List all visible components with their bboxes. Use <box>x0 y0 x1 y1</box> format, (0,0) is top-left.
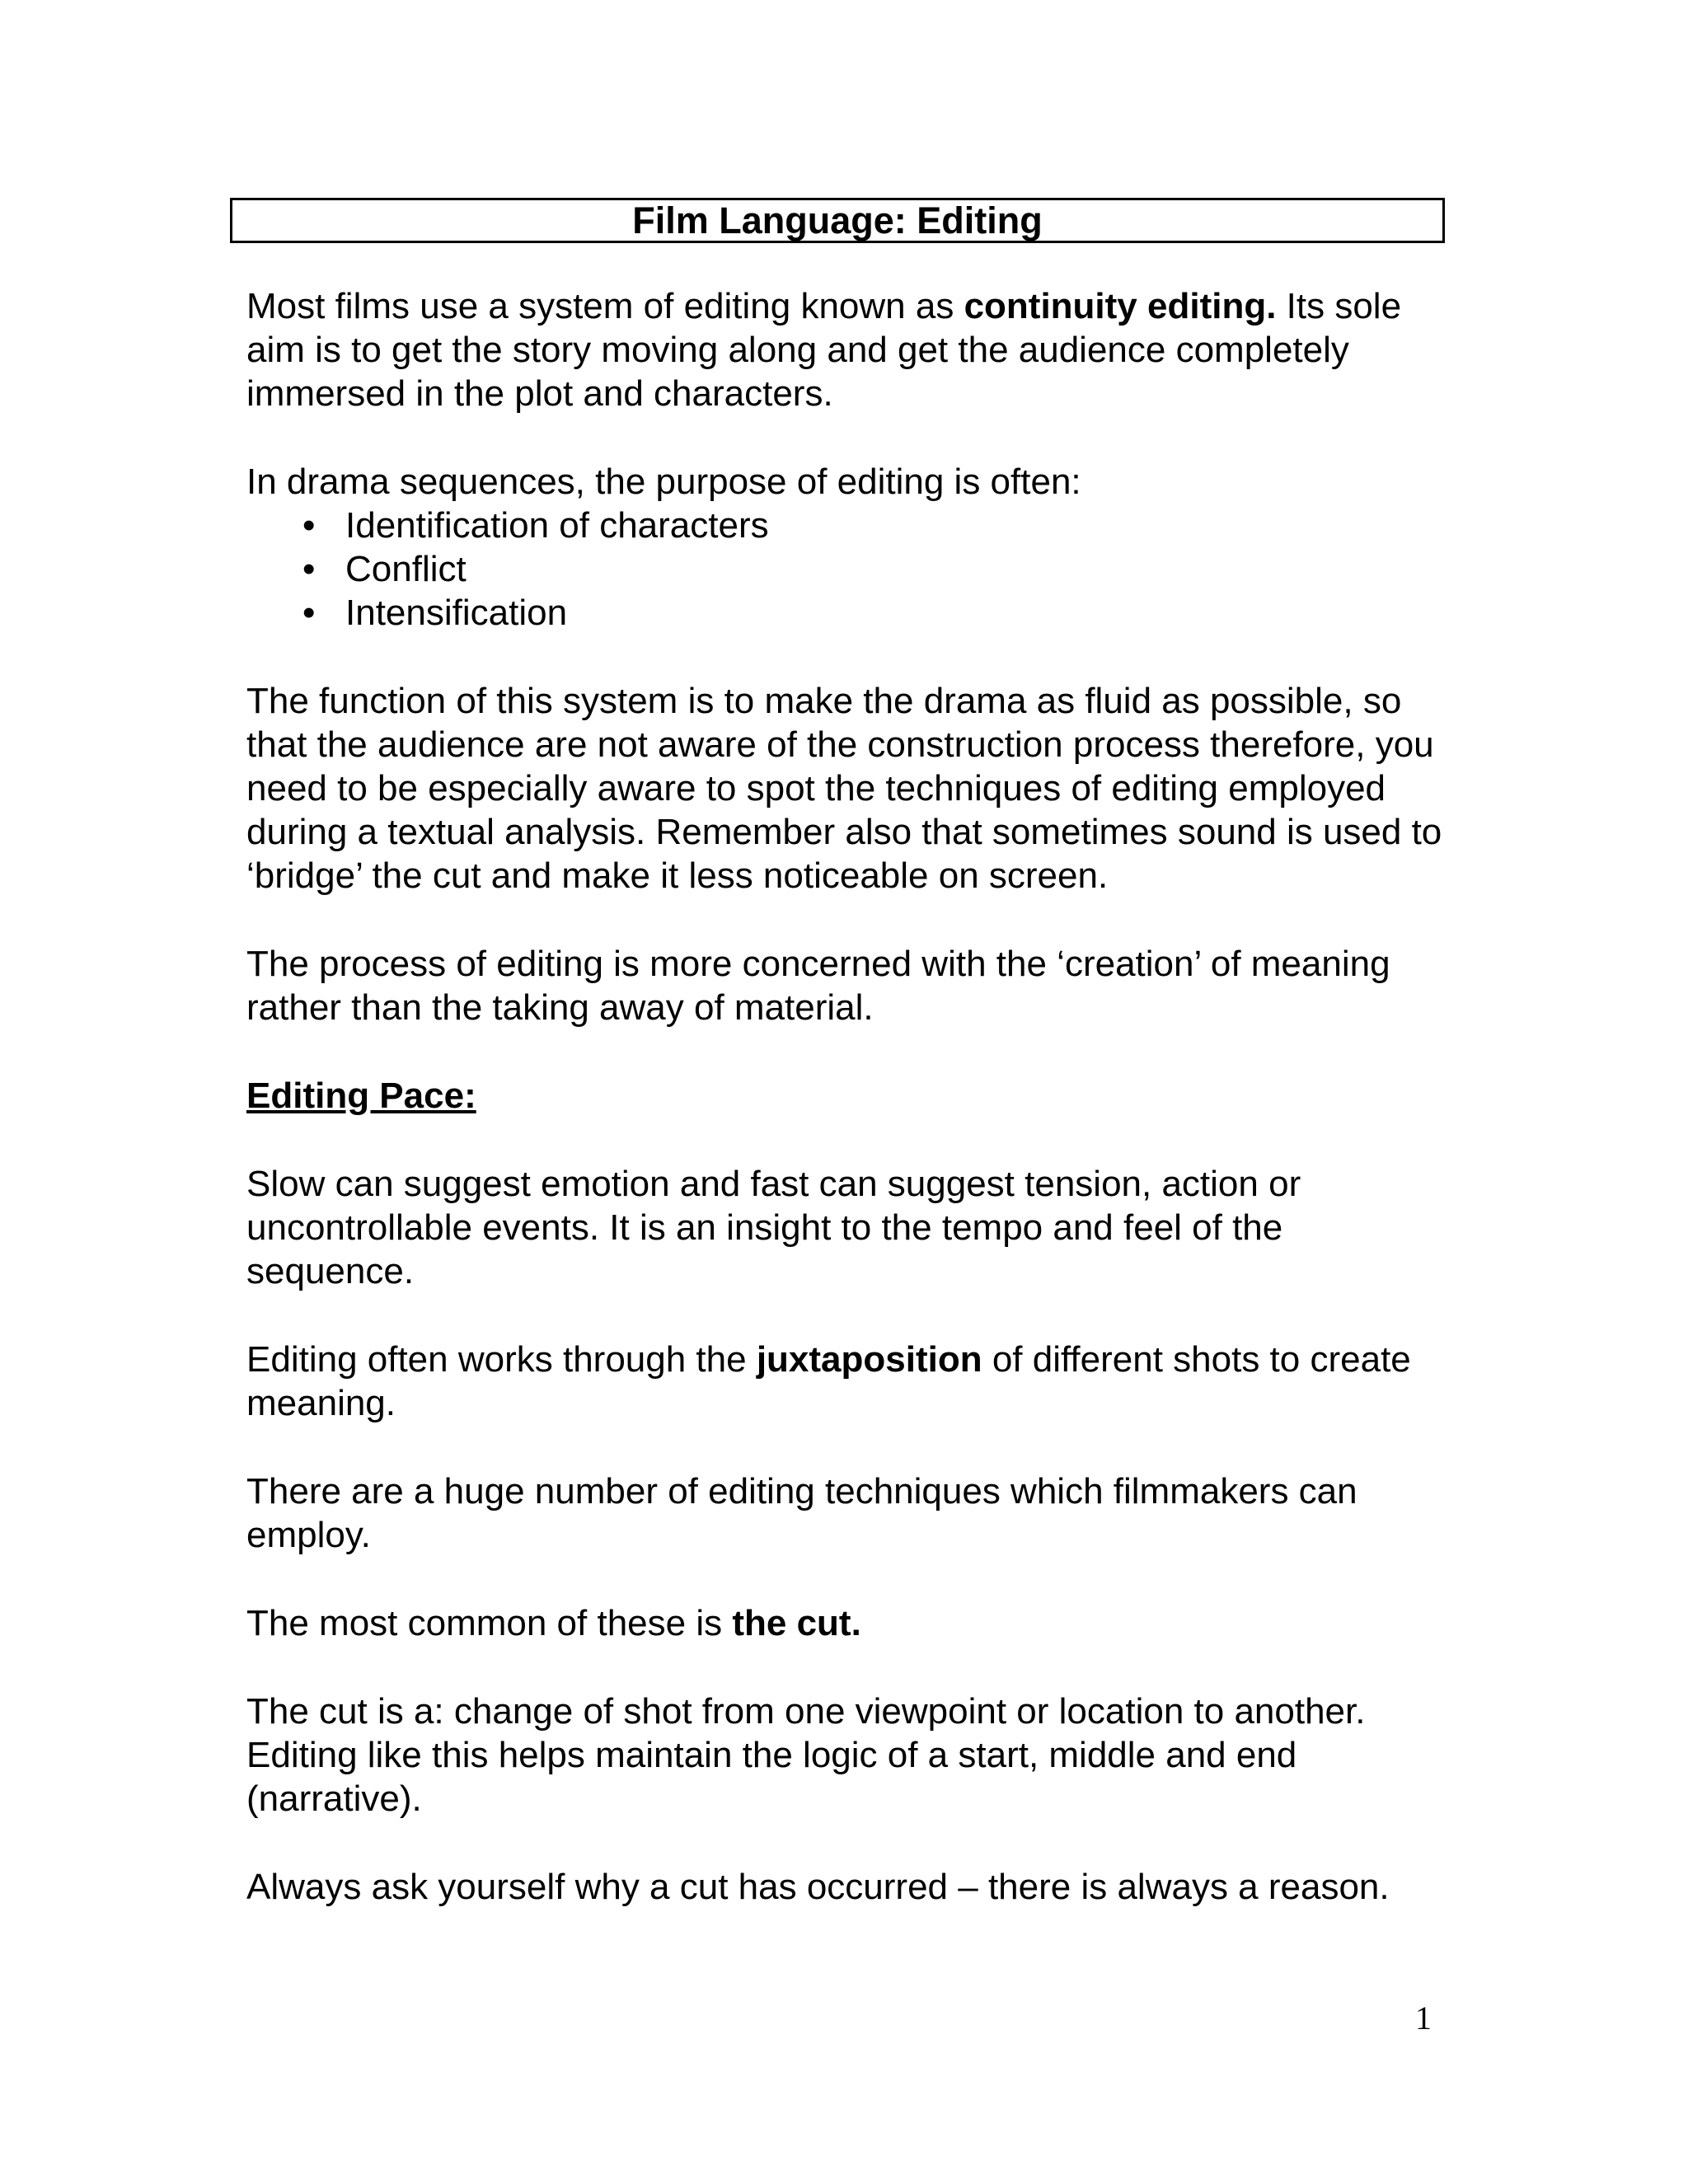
list-item: • Conflict <box>345 547 1458 591</box>
document-title: Film Language: Editing <box>230 198 1445 243</box>
page-number: 1 <box>1415 1999 1432 2036</box>
techniques-paragraph: There are a huge number of editing techniques which filmmakers can employ. <box>246 1471 1357 1555</box>
juxtaposition-text-end: of different shots to create meaning. <box>246 1339 1411 1423</box>
common-text-start: The most common of these is <box>246 1603 733 1643</box>
the-cut-term: the cut. <box>732 1603 861 1643</box>
document-body <box>246 284 1458 1909</box>
editing-pace-heading: Editing Pace: <box>246 1076 476 1116</box>
drama-intro: In drama sequences, the purpose of editing is often: <box>246 462 1081 502</box>
process-paragraph: The process of editing is more concerned with the ‘creation’ of meaning rather than the taking away of material. <box>246 944 1390 1028</box>
intro-paragraph <box>246 284 1458 415</box>
drama-purpose-list <box>246 504 1458 635</box>
juxtaposition-term: juxtaposition <box>756 1339 982 1380</box>
juxtaposition-text-start: Editing often works through the <box>246 1339 757 1380</box>
intro-text-start: Most films use a system of editing known as <box>246 286 964 326</box>
function-paragraph: The function of this system is to make the drama as fluid as possible, so that the audience are not aware of the construction process therefore, you need to be especially aware to spot the techniques of editing employed during a textual analysis. Remember also that sometimes sound is used to ‘bridge’ the cut and make it less noticeable on screen. <box>246 681 1442 896</box>
juxtaposition-paragraph <box>246 1338 1458 1425</box>
common-paragraph <box>246 1601 1458 1645</box>
editing-pace-paragraph: Slow can suggest emotion and fast can suggest tension, action or uncontrollable events. It is an insight to the tempo and feel of the sequence. <box>246 1164 1301 1291</box>
cut-definition-paragraph: The cut is a: change of shot from one viewpoint or location to another. Editing like this helps maintain the logic of a start, middle and end (narrative). <box>246 1691 1366 1819</box>
intro-text-end: Its sole aim is to get the story moving along and get the audience completely immersed in the plot and characters. <box>246 286 1402 414</box>
continuity-editing-term: continuity editing. <box>964 286 1277 326</box>
always-ask-paragraph: Always ask yourself why a cut has occurred – there is always a reason. <box>246 1867 1390 1907</box>
list-item: • Identification of characters <box>345 504 1458 547</box>
list-item: • Intensification <box>345 591 1458 635</box>
